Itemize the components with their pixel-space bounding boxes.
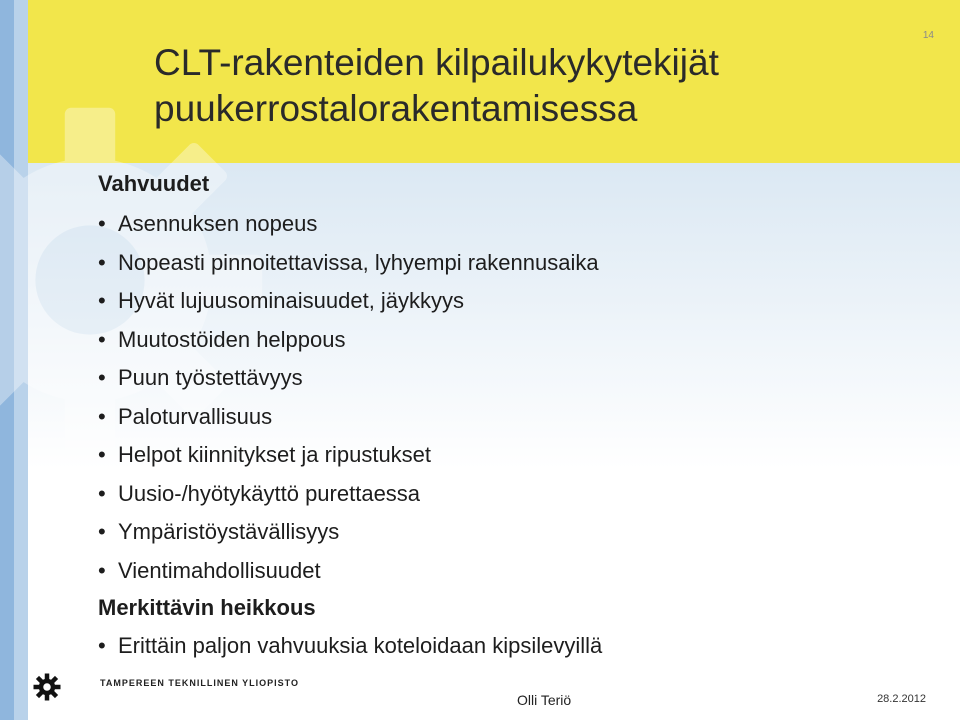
- list-item: • Helpot kiinnitykset ja ripustukset: [98, 436, 599, 475]
- list-item: • Asennuksen nopeus: [98, 205, 599, 244]
- list-item: • Nopeasti pinnoitettavissa, lyhyempi rakennusaika: [98, 244, 599, 283]
- page-number: 14: [922, 30, 934, 41]
- list-item: • Uusio-/hyötykäyttö purettaessa: [98, 475, 599, 514]
- list-item: • Paloturvallisuus: [98, 398, 599, 437]
- footer-author: Olli Teriö: [517, 692, 572, 708]
- list-item: • Ympäristöystävällisyys: [98, 513, 599, 552]
- slide-title: CLT-rakenteiden kilpailukykytekijät puukerrostalorakentamisessa: [154, 42, 719, 129]
- section-heading-strengths: Vahvuudet: [98, 171, 210, 196]
- university-logo-icon: [32, 672, 62, 702]
- list-item: • Hyvät lujuusominaisuudet, jäykkyys: [98, 282, 599, 321]
- organization-name: TAMPEREEN TEKNILLINEN YLIOPISTO: [100, 678, 300, 688]
- university-logo: [32, 672, 299, 702]
- list-item: • Muutostöiden helppous: [98, 321, 599, 360]
- footer-date: 28.2.2012: [877, 693, 926, 705]
- section-heading-weakness: Merkittävin heikkous: [98, 595, 316, 620]
- strengths-list: [98, 205, 599, 590]
- list-item: • Vientimahdollisuudet: [98, 552, 599, 591]
- list-item: • Puun työstettävyys: [98, 359, 599, 398]
- list-item: • Erittäin paljon vahvuuksia koteloidaan kipsilevyillä: [98, 627, 602, 666]
- weakness-list: [98, 627, 602, 666]
